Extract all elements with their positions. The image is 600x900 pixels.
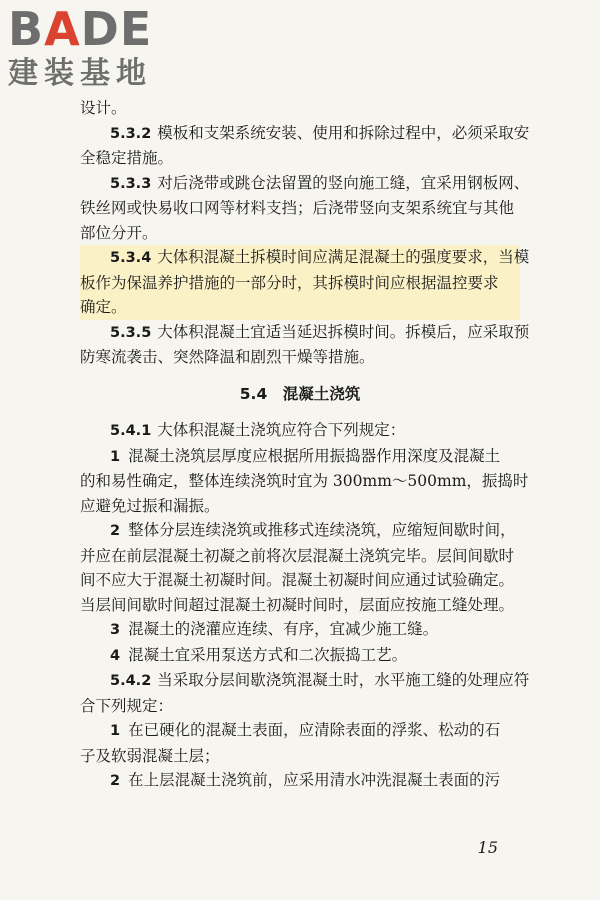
item-number: 2 (110, 773, 121, 789)
clause-text: 大体积混凝土浇筑应符合下列规定： (157, 421, 406, 439)
clause-text: 对后浇带或跳仓法留置的竖向施工缝，宜采用钢板网、 (157, 173, 530, 192)
document-body (80, 96, 530, 794)
highlighted-clause-5-3-4 (80, 245, 530, 320)
clause-number: 5.3.4 (110, 250, 152, 266)
item-number: 3 (110, 622, 121, 638)
text-line: 确定。 (80, 298, 127, 316)
text-line: 板作为保温养护措施的一部分时，其拆模时间应根据温控要求 (80, 273, 499, 292)
clause-5-3-2 (80, 121, 530, 147)
text-line: 全稳定措施。 (80, 149, 174, 167)
item-text: 混凝土的浇灌应连续、有序，宜减少施工缝。 (128, 620, 439, 638)
clause-number: 5.3.3 (110, 175, 152, 192)
clause-5-3-3 (80, 171, 530, 197)
list-item-4 (80, 643, 520, 669)
text-line: 间不应大于混凝土初凝时间。混凝土初凝时间应通过试验确定。 (80, 571, 515, 589)
clause-text: 模板和支架系统安装、使用和拆除过程中，必须采取安 (157, 123, 530, 142)
item-text: 在上层混凝土浇筑前，应采用清水冲洗混凝土表面的污 (128, 771, 501, 789)
clause-5-4-2 (80, 668, 530, 694)
item-text: 混凝土宜采用泵送方式和二次振捣工艺。 (128, 645, 408, 664)
clause-number: 5.4.1 (110, 423, 152, 439)
bade-logo (8, 4, 178, 92)
item-number: 1 (110, 723, 121, 739)
clause-5-3-4 (80, 245, 530, 271)
logo-mark (8, 4, 178, 54)
logo-letter-a-accent: A (44, 2, 81, 56)
logo-letters-de: DE (80, 2, 153, 56)
text-line: 防寒流袭击、突然降温和剧烈干燥等措施。 (80, 348, 375, 366)
text-line: 设计。 (80, 99, 127, 117)
clause-text: 大体积混凝土宜适当延迟拆模时间。拆模后，应采取预 (157, 322, 530, 341)
clause-5-3-5 (80, 320, 530, 346)
text-line: 并应在前层混凝土初凝之前将次层混凝土浇筑完毕。层间间歇时 (80, 546, 515, 565)
text-line: 合下列规定： (80, 696, 174, 715)
clause-text: 大体积混凝土拆模时间应满足混凝土的强度要求，当模 (157, 248, 530, 266)
list-item-3 (80, 617, 520, 643)
clause-5-4-1 (80, 418, 520, 444)
logo-subtitle: 建装基地 (8, 56, 152, 91)
item-number: 4 (110, 647, 121, 664)
item-text: 在已硬化的混凝土表面，应清除表面的浮浆、松动的石 (128, 721, 501, 739)
text-line: 子及软弱混凝土层； (80, 746, 220, 765)
text-line: 应避免过振和漏振。 (80, 496, 220, 515)
list-item-1 (80, 718, 520, 744)
item-text: 整体分层连续浇筑或推移式连续浇筑，应缩短间歇时间， (128, 521, 516, 539)
text-line: 铁丝网或快易收口网等材料支挡；后浇带竖向支架系统宜与其他 (80, 199, 515, 217)
list-item-1 (80, 444, 520, 470)
page-number: 15 (477, 838, 498, 857)
text-line: 部位分开。 (80, 223, 158, 242)
text-line: 的和易性确定，整体连续浇筑时宜为 300mm～500mm，振捣时 (80, 472, 529, 490)
clause-number: 5.3.5 (110, 324, 152, 341)
item-number: 1 (110, 448, 121, 465)
item-number: 2 (110, 523, 121, 539)
item-text: 混凝土浇筑层厚度应根据所用振捣器作用深度及混凝土 (128, 446, 501, 465)
section-heading-5-4: 5.4 混凝土浇筑 (239, 384, 361, 403)
text-line: 当层间间歇时间超过混凝土初凝时间时，层面应按施工缝处理。 (80, 595, 515, 614)
clause-number: 5.3.2 (110, 125, 152, 142)
list-item-2 (80, 518, 520, 544)
clause-text: 当采取分层间歇浇筑混凝土时，水平施工缝的处理应符 (157, 671, 530, 689)
clause-number: 5.4.2 (110, 673, 152, 689)
logo-letter-b: B (8, 2, 45, 56)
list-item-2 (80, 768, 520, 794)
